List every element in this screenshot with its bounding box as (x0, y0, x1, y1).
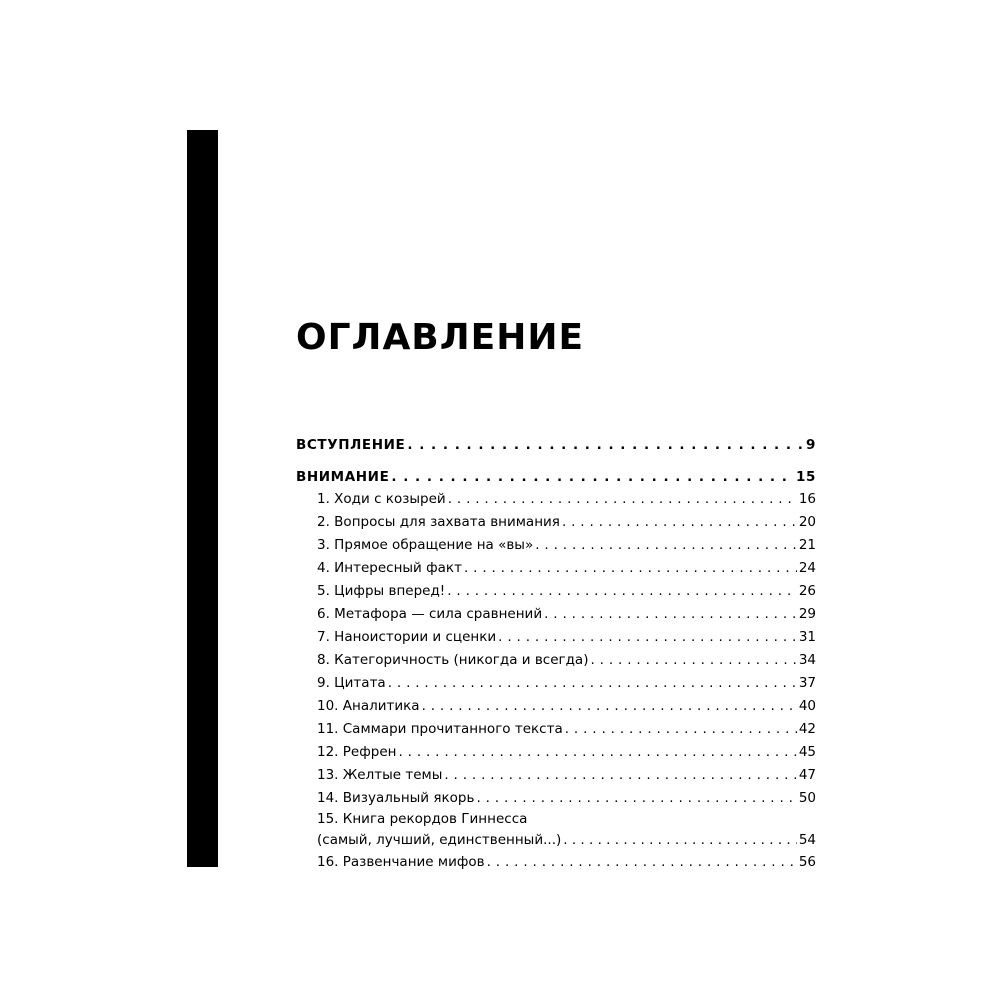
toc-page-number: 21 (798, 537, 816, 553)
toc-entry[interactable] (296, 649, 816, 672)
toc-entry-label: 2. Вопросы для захвата внимания (317, 514, 560, 530)
toc-entry-label: 8. Категоричность (никогда и всегда) (317, 652, 589, 668)
dot-leader (388, 672, 797, 695)
dot-leader (447, 580, 797, 603)
dot-leader (544, 603, 797, 626)
toc-page-number: 20 (798, 514, 816, 530)
dot-leader (563, 829, 797, 851)
toc-entry[interactable] (296, 580, 816, 603)
toc-section-label: ВНИМАНИЕ (296, 469, 390, 485)
toc-page-number: 50 (798, 790, 816, 806)
toc-entry[interactable] (296, 626, 816, 649)
toc-section-attention[interactable] (296, 466, 816, 488)
page-title: ОГЛАВЛЕНИЕ (296, 317, 585, 358)
dot-leader (464, 557, 797, 580)
dot-leader (448, 488, 797, 511)
toc-entry-label: 6. Метафора — сила сравнений (317, 606, 543, 622)
toc-page-number: 47 (798, 767, 816, 783)
dot-leader (498, 626, 797, 649)
dot-leader (565, 718, 797, 741)
toc-entry[interactable] (296, 764, 816, 787)
toc-entry-label: 9. Цитата (317, 675, 386, 691)
toc-entry-label-continued: (самый, лучший, единственный...) (317, 832, 562, 848)
toc-section-introduction[interactable] (296, 434, 816, 456)
toc-entry-label: 3. Прямое обращение на «вы» (317, 537, 534, 553)
toc-entry[interactable] (296, 511, 816, 534)
toc-page-number: 31 (798, 629, 816, 645)
toc-entry-label: 4. Интересный факт (317, 560, 462, 576)
toc-page-number: 24 (798, 560, 816, 576)
dot-leader (398, 741, 796, 764)
toc-page-number: 40 (798, 698, 816, 714)
dot-leader (590, 649, 796, 672)
toc-entry[interactable] (296, 695, 816, 718)
toc-page-number: 45 (798, 744, 816, 760)
dot-leader (422, 695, 797, 718)
dot-leader (407, 434, 804, 456)
table-of-contents (296, 434, 816, 874)
toc-entry[interactable] (296, 787, 816, 810)
dot-leader (476, 787, 796, 810)
toc-entry[interactable] (296, 672, 816, 695)
toc-section-label: ВСТУПЛЕНИЕ (296, 437, 406, 453)
toc-entry-label: 14. Визуальный якорь (317, 790, 475, 806)
toc-entry[interactable] (296, 488, 816, 511)
toc-entry-label: 15. Книга рекордов Гиннесса (317, 811, 528, 827)
dot-leader (562, 511, 797, 534)
dot-leader (535, 534, 797, 557)
toc-page-number: 26 (798, 583, 816, 599)
toc-entry[interactable] (296, 557, 816, 580)
toc-page-number: 42 (798, 721, 816, 737)
toc-entry[interactable] (296, 741, 816, 764)
decorative-side-bar (187, 130, 218, 867)
toc-page-number: 54 (798, 832, 816, 848)
dot-leader (444, 764, 796, 787)
dot-leader (391, 466, 794, 488)
toc-page-number: 15 (796, 469, 816, 485)
toc-entry[interactable] (296, 603, 816, 626)
toc-page-number: 9 (806, 437, 816, 453)
toc-page-number: 34 (798, 652, 816, 668)
toc-entry-label: 1. Ходи с козырей (317, 491, 446, 507)
toc-entry-label: 13. Желтые темы (317, 767, 443, 783)
toc-entry-label: 10. Аналитика (317, 698, 420, 714)
toc-page-number: 16 (798, 491, 816, 507)
dot-leader (487, 851, 797, 874)
toc-entry[interactable] (296, 534, 816, 557)
toc-page-number: 56 (798, 854, 816, 870)
toc-entry-label: 11. Саммари прочитанного текста (317, 721, 563, 737)
toc-entry[interactable] (296, 851, 816, 874)
toc-entry-label: 7. Наноистории и сценки (317, 629, 497, 645)
toc-entry-label: 16. Развенчание мифов (317, 854, 485, 870)
toc-entry-label: 12. Рефрен (317, 744, 397, 760)
toc-page-number: 37 (798, 675, 816, 691)
toc-entry[interactable] (296, 718, 816, 741)
toc-page-number: 29 (798, 606, 816, 622)
toc-entry[interactable] (296, 810, 816, 851)
toc-entry-label: 5. Цифры вперед! (317, 583, 446, 599)
